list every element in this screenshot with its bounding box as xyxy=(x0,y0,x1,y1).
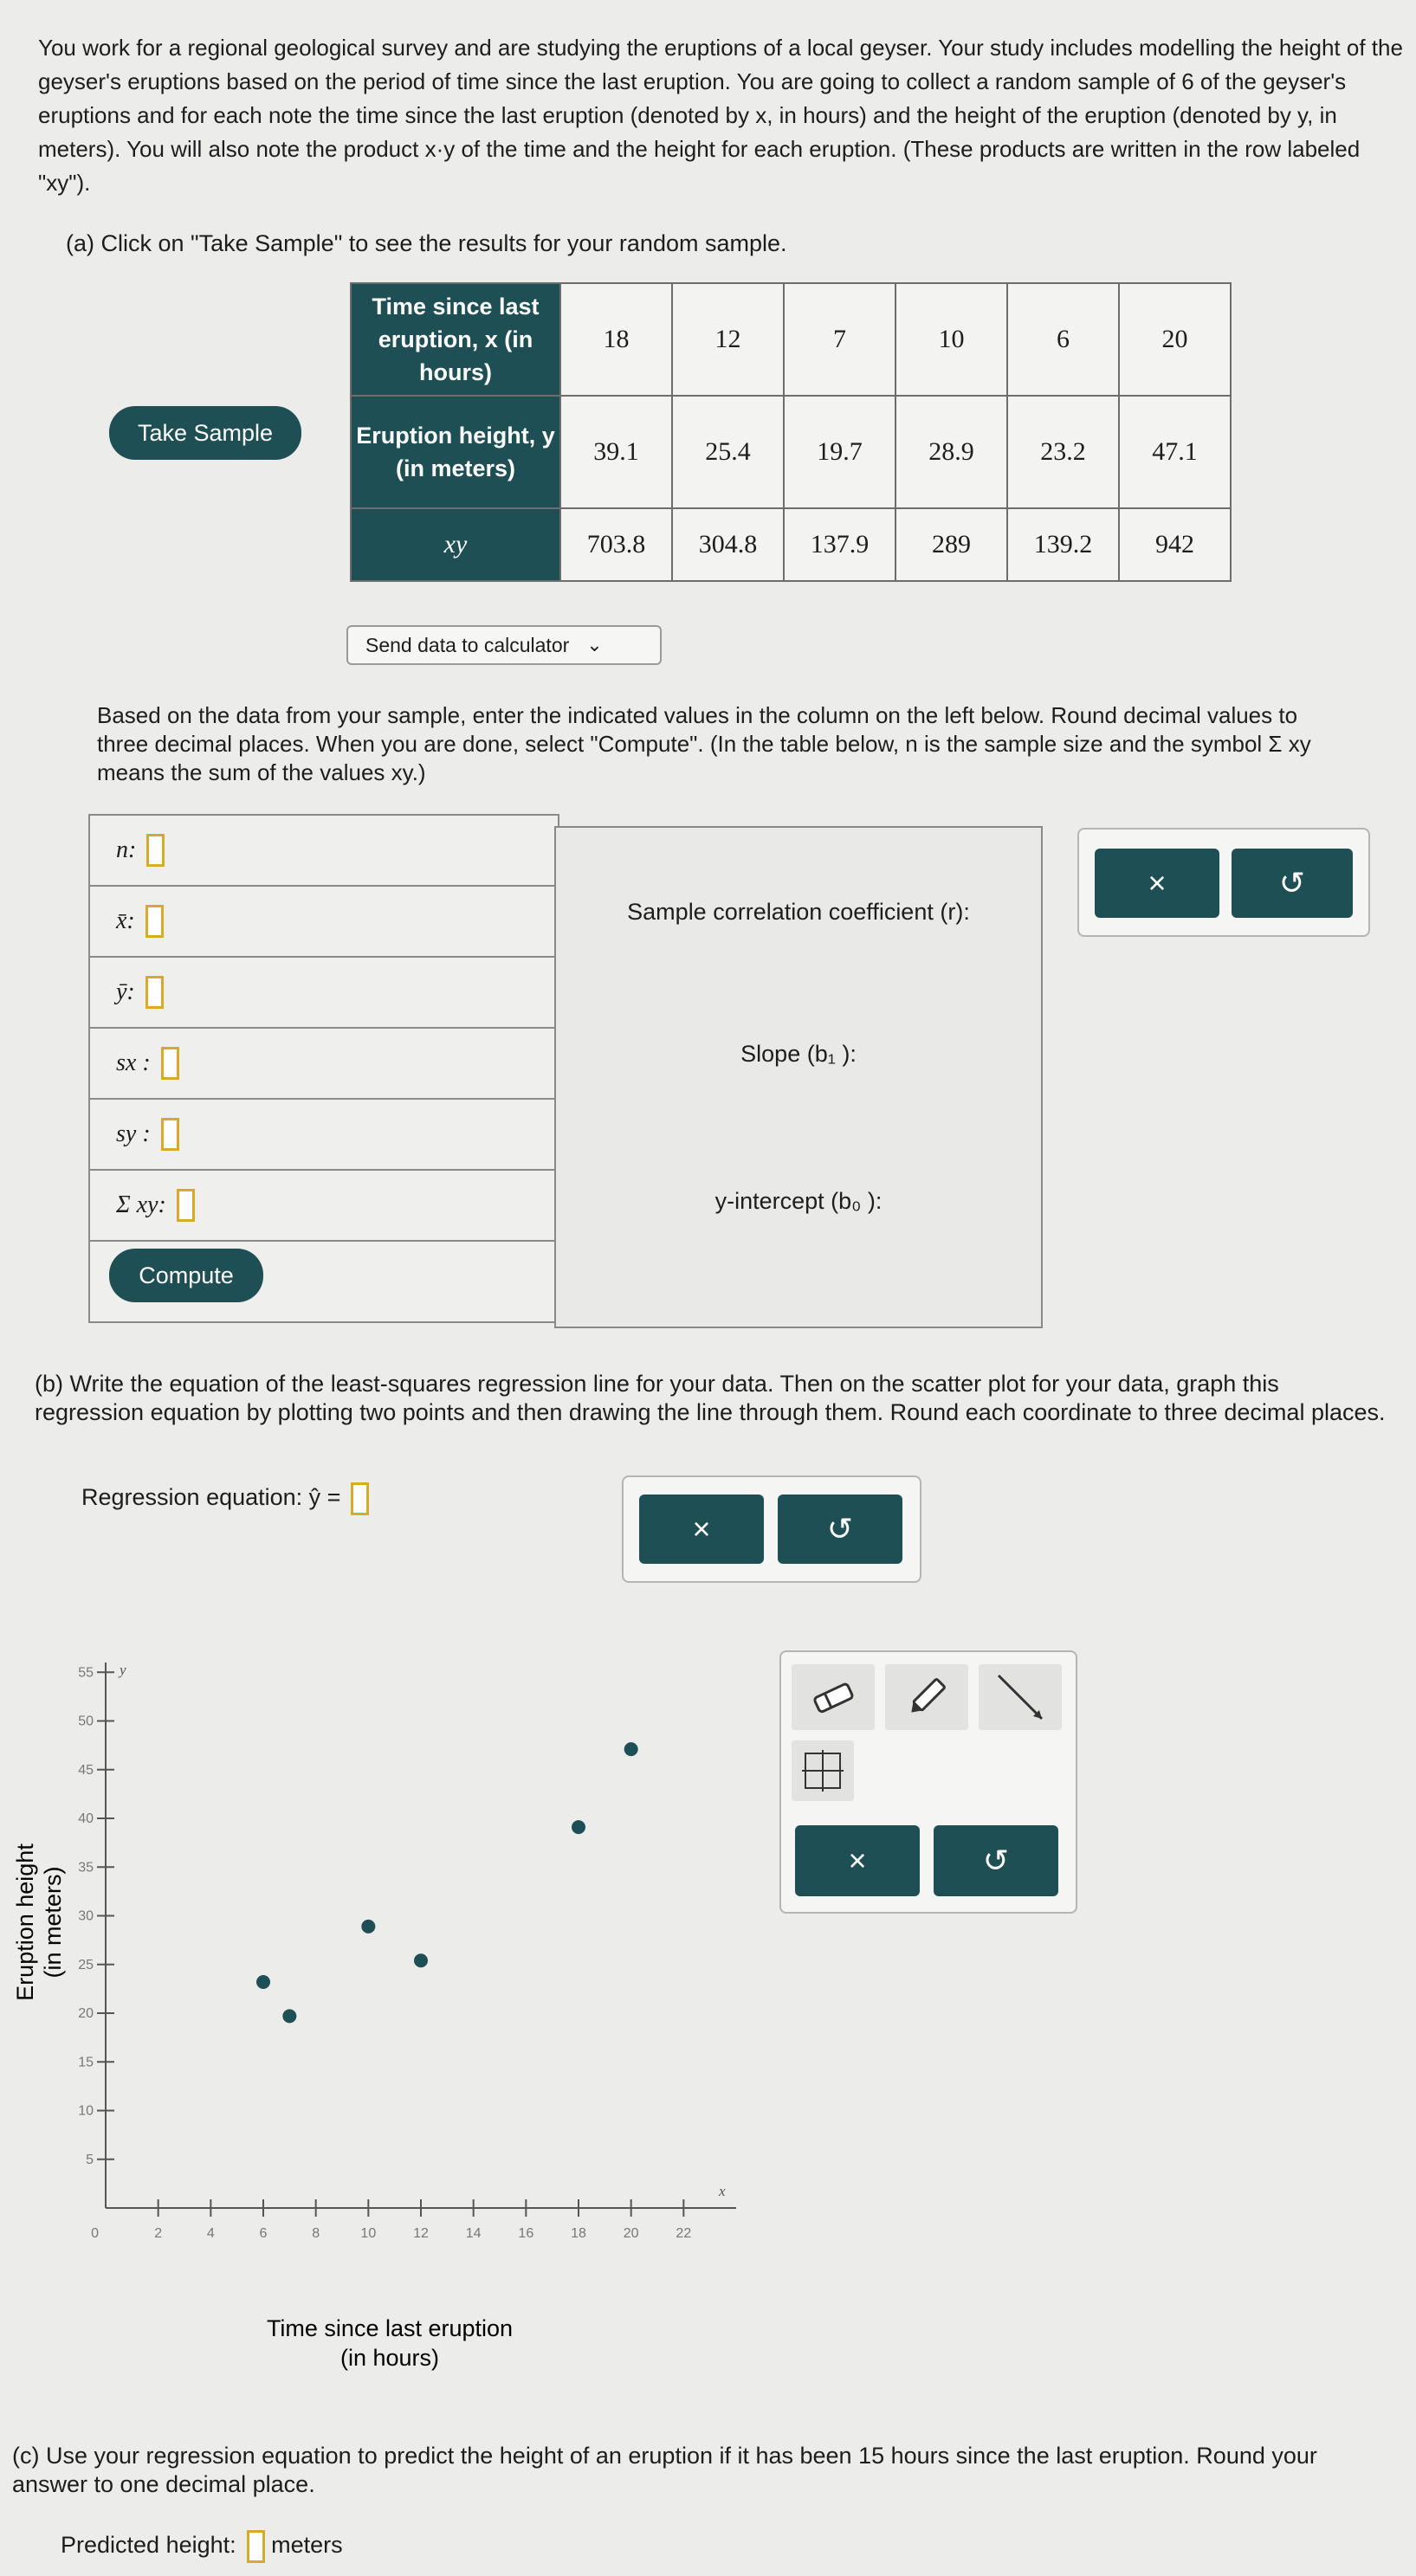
y-tick-label: 55 xyxy=(78,1665,94,1681)
x-tick-label: 12 xyxy=(413,2226,429,2241)
line-tool[interactable] xyxy=(979,1664,1062,1730)
pencil-icon xyxy=(903,1674,950,1721)
x-tick-label: 4 xyxy=(206,2226,215,2241)
part-b-prompt: (b) Write the equation of the least-squares regression line for your data. Then on the scatter plot for your data, graph this regression equation by plotting two points and then drawing the line through them. Round each coordinate to three decimal places. xyxy=(35,1371,1386,1425)
y-tick-label: 10 xyxy=(78,2103,94,2119)
table-cell: 137.9 xyxy=(784,508,896,581)
stats-input-column xyxy=(88,814,559,1323)
y-tick-label: 5 xyxy=(86,2152,94,2167)
undo-icon: ↺ xyxy=(1278,865,1306,901)
ybar-input[interactable] xyxy=(145,976,164,1009)
undo-button[interactable] xyxy=(934,1825,1058,1896)
table-cell: 289 xyxy=(896,508,1007,581)
table-cell: 25.4 xyxy=(672,396,784,508)
xbar-row xyxy=(90,887,558,958)
x-tick-label: 6 xyxy=(259,2226,268,2241)
table-cell: 6 xyxy=(1007,283,1119,396)
close-icon: × xyxy=(848,1843,867,1878)
crosshair-icon xyxy=(800,1748,845,1793)
predicted-label: Predicted height: xyxy=(61,2532,236,2559)
data-point xyxy=(414,1953,428,1967)
y-axis-title: Eruption height xyxy=(12,1843,38,2001)
y-tick-label: 20 xyxy=(78,2006,94,2021)
table-cell: 703.8 xyxy=(560,508,672,581)
row-header-y: Eruption height, y (in meters) xyxy=(351,396,560,508)
compute-button[interactable]: Compute xyxy=(109,1249,263,1302)
x-tick-label: 14 xyxy=(465,2226,482,2241)
origin-label: 0 xyxy=(91,2226,99,2241)
predicted-height xyxy=(61,2530,343,2563)
close-icon: × xyxy=(692,1511,711,1546)
take-sample-button[interactable]: Take Sample xyxy=(109,406,301,460)
table-cell: 7 xyxy=(784,283,896,396)
x-tick-label: 22 xyxy=(676,2226,692,2241)
data-point xyxy=(282,2009,296,2023)
table-row xyxy=(351,508,1231,581)
sum-xy-label: Σ xy: xyxy=(116,1191,166,1218)
table-cell: 20 xyxy=(1119,283,1231,396)
xbar-label: x̄: xyxy=(116,907,135,934)
line-icon xyxy=(990,1667,1051,1727)
table-cell: 23.2 xyxy=(1007,396,1119,508)
close-icon: × xyxy=(1148,865,1167,901)
clear-button[interactable] xyxy=(1095,849,1219,918)
x-tick-label: 18 xyxy=(571,2226,586,2241)
sum-xy-input[interactable] xyxy=(177,1189,195,1222)
data-point xyxy=(361,1920,375,1934)
undo-icon: ↺ xyxy=(826,1511,854,1546)
y-tick-label: 15 xyxy=(78,2055,94,2070)
sy-label: sy : xyxy=(116,1120,151,1147)
intercept-label: y-intercept (b₀ ): xyxy=(714,1188,883,1214)
ybar-label: ȳ: xyxy=(116,978,135,1005)
scatter-plot[interactable] xyxy=(0,1628,762,2373)
sy-input[interactable] xyxy=(161,1118,179,1151)
send-data-dropdown[interactable] xyxy=(346,625,662,665)
table-cell: 139.2 xyxy=(1007,508,1119,581)
table-cell: 39.1 xyxy=(560,396,672,508)
table-cell: 304.8 xyxy=(672,508,784,581)
data-point xyxy=(572,1820,585,1834)
part-b-toolbar xyxy=(622,1475,921,1583)
undo-button[interactable] xyxy=(1232,849,1353,918)
table-row xyxy=(351,396,1231,508)
x-tick-label: 20 xyxy=(623,2226,639,2241)
x-tick-label: 8 xyxy=(312,2226,320,2241)
x-tick-label: 10 xyxy=(360,2226,377,2241)
sx-label: sx : xyxy=(116,1049,151,1076)
clear-button[interactable] xyxy=(795,1825,920,1896)
row-header-x: Time since last eruption, x (in hours) xyxy=(351,283,560,396)
chevron-down-icon: ⌄ xyxy=(586,634,603,655)
y-axis-name: y xyxy=(120,1662,126,1678)
table-cell: 12 xyxy=(672,283,784,396)
table-row xyxy=(351,283,1231,396)
ybar-row xyxy=(90,958,558,1029)
xbar-input[interactable] xyxy=(145,905,164,938)
y-tick-label: 30 xyxy=(78,1908,94,1924)
slope-label: Slope (b₁ ): xyxy=(740,1041,857,1067)
sy-row xyxy=(90,1100,558,1171)
eraser-tool[interactable] xyxy=(792,1664,875,1730)
n-input[interactable] xyxy=(146,834,165,867)
pencil-tool[interactable] xyxy=(885,1664,968,1730)
sum-xy-row xyxy=(90,1171,558,1242)
x-axis-name: x xyxy=(719,2183,726,2199)
n-label: n: xyxy=(116,836,137,863)
correlation-label: Sample correlation coefficient (r): xyxy=(627,899,970,925)
sx-input[interactable] xyxy=(161,1047,179,1080)
data-point xyxy=(624,1742,638,1756)
point-tool[interactable] xyxy=(792,1740,854,1801)
y-axis-title-units: (in meters) xyxy=(40,1866,66,1979)
undo-icon: ↺ xyxy=(982,1843,1010,1878)
table-cell: 10 xyxy=(896,283,1007,396)
x-axis-title: Time since last eruption xyxy=(266,2315,514,2341)
regression-input[interactable] xyxy=(351,1482,369,1515)
table-cell: 47.1 xyxy=(1119,396,1231,508)
results-column xyxy=(554,826,1043,1328)
x-axis-title-units: (in hours) xyxy=(339,2345,440,2371)
data-point xyxy=(256,1975,270,1989)
table-cell: 28.9 xyxy=(896,396,1007,508)
problem-intro: You work for a regional geological survey and are studying the eruptions of a local geyser. Your study includes modelling the height of the geyser's eruptions based on the period of time since the last eruption. You are going to collect a random sample of 6 of the geyser's eruptions and for each note the time since the last eruption (denoted by x, in hours) and the height of the eruption (denoted by y, in meters). You will also note the product x·y of the time and the height for each eruption. (These products are written in the row labeled "xy"). xyxy=(38,35,1403,196)
sx-row xyxy=(90,1029,558,1100)
part-a-toolbar xyxy=(1077,828,1370,937)
y-tick-label: 45 xyxy=(78,1762,94,1778)
table-cell: 19.7 xyxy=(784,396,896,508)
regression-equation xyxy=(81,1482,369,1515)
part-a-prompt: (a) Click on "Take Sample" to see the results for your random sample. xyxy=(66,230,787,256)
regression-label: Regression equation: ŷ = xyxy=(81,1484,341,1511)
predicted-input[interactable] xyxy=(247,2530,265,2563)
x-tick-label: 16 xyxy=(518,2226,534,2241)
graph-tools-panel xyxy=(779,1650,1077,1914)
table-cell: 942 xyxy=(1119,508,1231,581)
y-tick-label: 40 xyxy=(78,1811,94,1826)
sample-table xyxy=(350,282,1232,582)
x-tick-label: 2 xyxy=(154,2226,163,2241)
eraser-icon xyxy=(810,1680,857,1714)
clear-button[interactable] xyxy=(639,1495,764,1564)
send-data-label: Send data to calculator xyxy=(365,633,570,656)
n-row xyxy=(90,816,558,887)
y-tick-label: 25 xyxy=(78,1957,94,1972)
table-cell: 18 xyxy=(560,283,672,396)
predicted-unit: meters xyxy=(271,2532,343,2559)
y-tick-label: 50 xyxy=(78,1714,94,1729)
instructions: Based on the data from your sample, enter the indicated values in the column on the left below. Round decimal values to three decimal places. When you are done, select "Compute". (In the table below, n is the sample size and the symbol Σ xy means the sum of the values xy.) xyxy=(97,702,1311,785)
y-tick-label: 35 xyxy=(78,1860,94,1876)
part-c-prompt: (c) Use your regression equation to predict the height of an eruption if it has been 15 hours since the last eruption. Round your answer to one decimal place. xyxy=(12,2443,1317,2497)
undo-button[interactable] xyxy=(778,1495,902,1564)
row-header-xy: xy xyxy=(351,508,560,581)
